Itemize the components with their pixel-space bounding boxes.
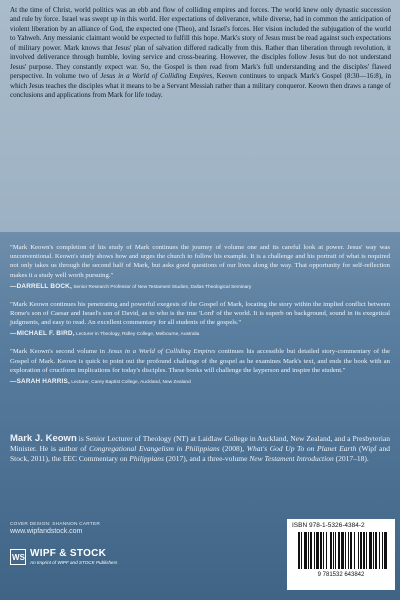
bio-text: (2017–18). (333, 454, 369, 463)
barcode-bar (323, 532, 324, 569)
book-title: Philippians (129, 454, 164, 463)
endorsement-attribution (10, 283, 390, 292)
barcode-bar (330, 532, 332, 569)
cover-design-credit: COVER DESIGN: SHANNON CARTER (10, 522, 101, 527)
publisher-name: WIPF & STOCK (30, 548, 107, 559)
barcode-bar (384, 532, 387, 569)
barcode-bar (375, 532, 377, 569)
barcode-bar (358, 532, 359, 569)
book-title: New Testament Introduction (249, 454, 334, 463)
barcode-bar (320, 532, 322, 569)
isbn-barcode-box (287, 519, 395, 590)
barcode-bar (345, 532, 346, 569)
description-panel (0, 0, 400, 232)
endorsement-quote (10, 347, 390, 375)
credits (10, 522, 100, 535)
isbn-label: ISBN 978-1-5326-4384-2 (292, 522, 365, 529)
endorser-name: —MICHAEL F. BIRD, (10, 330, 75, 338)
barcode-bar (308, 532, 309, 569)
barcode-bar (326, 532, 327, 569)
barcode-bar (360, 532, 362, 569)
logo-text: WS (11, 552, 25, 562)
barcode-bar (382, 532, 383, 569)
barcode-bar (304, 532, 307, 569)
bio-text: (2017), and a three-volume (163, 454, 250, 463)
barcode-digits: 9 781532 643842 (317, 572, 365, 578)
barcode-bar (314, 532, 315, 569)
endorser-name: —DARRELL BOCK, (10, 282, 72, 290)
book-title: Jesus in a World of Colliding Empires (100, 72, 213, 81)
barcode-bar (333, 532, 334, 569)
endorsement-quote: "Mark Keown's completion of his study of Mark continues the journey of volume one and its careful look at power. Jesus' way was unconventional. Keown's study shows how and urges the church to follow his example. It is a challenge and his portrait of what is required not only takes us through the second half of Mark, but asks good questions of our lives along the way. That opportunity for self-reflection makes it a study well worth pursuing." (10, 244, 390, 279)
endorsement (10, 243, 390, 292)
quote-part: "Mark Keown's second volume in (10, 348, 108, 356)
endorsement-attribution (10, 330, 390, 339)
author-bio (10, 434, 390, 464)
barcode-bar (373, 532, 374, 569)
endorser-role: Lecturer in Theology, Ridley College, Melbourne, Australia (74, 332, 200, 338)
endorsement (10, 347, 390, 387)
barcode-bar (363, 532, 365, 569)
publisher-name-block (30, 548, 117, 565)
description-part: At the time of Christ, world politics was an ebb and flow of colliding empires and forces. The world knew only dynastic succession and rule by force. Israel was swept up in this world. Her expectations of deliverance, while diverse, had in common the anticipation of violent liberation by an alliance of God, the expected one (Theo), and Israel's forces. Her vision included the subjugation of the world to Yahweh. Any messianic claimant would be expected to fulfill this hope. Mark's story of Jesus must be read against such expectations of military power. Mark knows that Jesus' plan of salvation differed radically from this. Rather than liberation through revolution, it involved deliverance through humble, loving service and cross-bearing. However, the disciples follow Jesus but do not understand Jesus' purpose. They constantly expect war. So, the Gospel is then read from Mark's full understanding and the disciples' flawed perspective. In volume two of (10, 6, 391, 81)
barcode-bar (379, 532, 380, 569)
endorser-name: —SARAH HARRIS, (10, 378, 70, 386)
publisher-website: www.wipfandstock.com (10, 528, 83, 535)
barcode-bar (341, 532, 344, 569)
bio-text: (Wipf and Stock, 2011), the EEC Commentary on (10, 444, 391, 463)
barcode-bar (354, 532, 355, 569)
endorsement-quote: "Mark Keown continues his penetrating and powerful exegesis of the Gospel of Mark, locating the story within the implied conflict between Rome's son of Caesar and Israel's son of David, as to who is the true 'Lord' of the world. It is superb on background, sound in its exegetical judgments, and easy to read. An excellent commentary for all students of the gospels." (10, 300, 390, 327)
barcode-bar (301, 532, 302, 569)
quote-part: continues his accessible but detailed story-commentary of the Gospel of Mark. Keown is quick to point out the profound challenge of the gospel as he examines Mark's text, and ends the book with an exploration of cruciform implications for today's disciples. These books will challenge the layperson and inspire the student." (10, 348, 390, 374)
book-title: Congregational Evangelism in Philippians (89, 444, 220, 453)
endorsement (10, 300, 390, 340)
barcode-bar (338, 532, 340, 569)
publisher-block (10, 548, 117, 565)
publisher-tagline: An Imprint of WIPF and STOCK Publishers (30, 560, 118, 565)
endorser-role: Lecturer, Carey Baptist College, Auckland, New Zealand (69, 380, 191, 386)
barcode-bar (335, 532, 336, 569)
book-title: Jesus in a World of Colliding Empires (107, 348, 216, 356)
barcode-bar (350, 532, 352, 569)
book-title: What's God Up To on Planet Earth (246, 444, 357, 453)
description-text (10, 6, 391, 101)
barcode-bar (366, 532, 367, 569)
endorsements (10, 243, 390, 395)
barcode-bar (348, 532, 349, 569)
barcode-bar (369, 532, 372, 569)
endorsement-attribution (10, 378, 390, 387)
barcode-bar (316, 532, 319, 569)
publisher-logo-icon (10, 549, 26, 565)
description-part: , Keown continues to unpack Mark's Gospel (8:30—16:8), in which Jesus teaches the disciples what it means to be a Servant Messiah rather than a military conqueror. Keown then draws a range of conclusions and applications from Mark for life today. (10, 72, 391, 100)
barcode-bar (310, 532, 312, 569)
endorser-role: Senior Research Professor of New Testament Studies, Dallas Theological Seminary (71, 284, 252, 290)
bio-text: is Senior Lecturer of Theology (NT) at Laidlaw College in Auckland, New Zealand, and a Presbyterian Minister. He is author of (10, 434, 390, 453)
author-name: Mark J. Keown (10, 433, 77, 444)
bio-text: (2008), (219, 444, 247, 453)
barcode-bar (298, 532, 300, 569)
barcode-icon (292, 532, 390, 583)
